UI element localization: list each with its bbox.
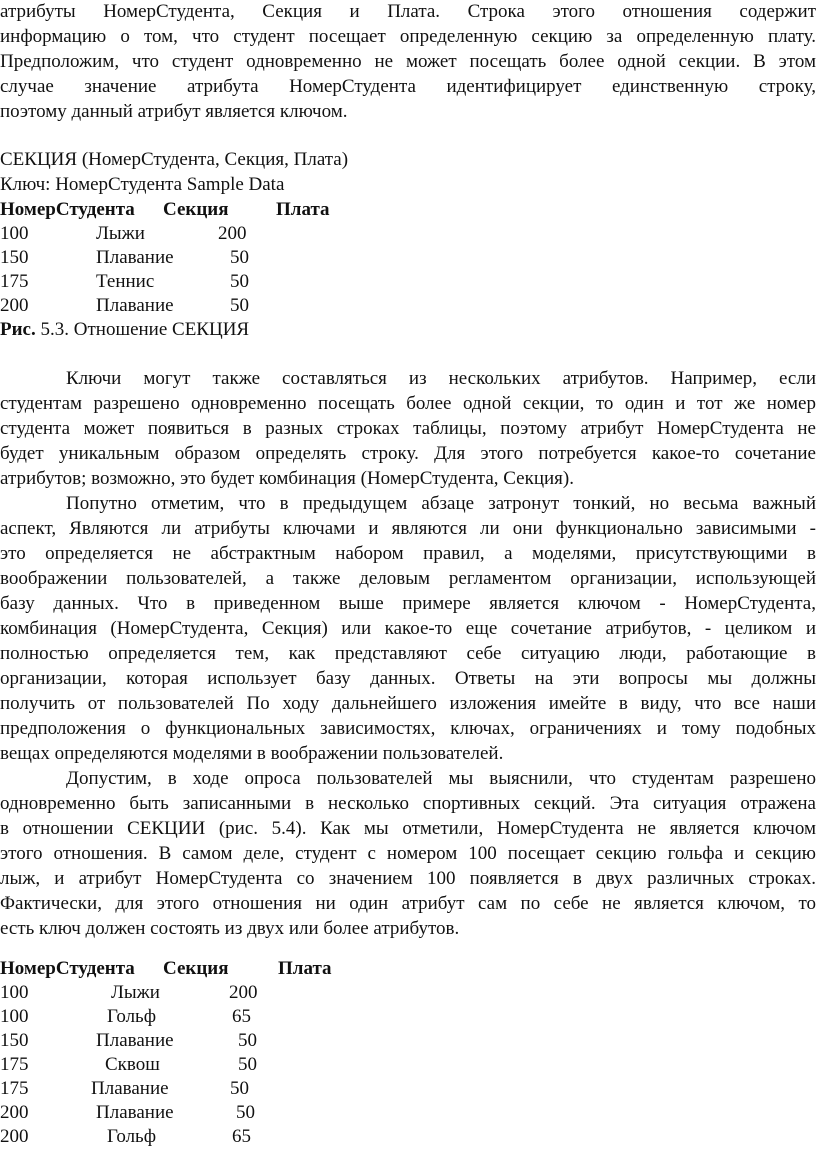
table-header: НомерСтудента (0, 958, 135, 979)
table-cell: Плавание (96, 1030, 174, 1051)
table-cell: 150 (0, 247, 29, 268)
figure-caption (0, 318, 249, 342)
table-cell: Гольф (107, 1126, 157, 1147)
table-cell: 50 (230, 271, 249, 292)
paragraph-line: студентам разрешено одновременно посещать более одной секции, то один и тот же номер (0, 393, 816, 414)
table-cell: 200 (0, 295, 29, 316)
table-cell: 65 (232, 1006, 251, 1027)
paragraph-line: организации, которая использует базу данных. Ответы на эти вопросы мы должны (0, 668, 816, 689)
table-cell: 50 (230, 295, 249, 316)
table-cell: Теннис (96, 271, 155, 292)
caption-prefix: Рис. (0, 319, 36, 340)
table-cell: Гольф (107, 1006, 157, 1027)
table-cell: 100 (0, 1006, 29, 1027)
table-cell: 50 (230, 1078, 249, 1099)
paragraph-line: воображении пользователей, а также деловым регламентом организации, использующей (0, 568, 816, 589)
table-header: НомерСтудента (0, 199, 135, 220)
table-cell: 100 (0, 223, 29, 244)
paragraph-line: этого отношения. В самом деле, студент с номером 100 посещает секцию гольфа и секцию (0, 843, 816, 864)
table-cell: 150 (0, 1030, 29, 1051)
table-cell: 50 (230, 247, 249, 268)
table-cell: 175 (0, 271, 29, 292)
table-cell: 200 (229, 982, 258, 1003)
table-cell: Плавание (96, 247, 174, 268)
table-cell: 200 (0, 1102, 29, 1123)
table-cell: 200 (0, 1126, 29, 1147)
paragraph-line: студента может появиться в разных строках таблицы, поэтому атрибут НомерСтудента не (0, 418, 816, 439)
paragraph-line: в отношении СЕКЦИИ (рис. 5.4). Как мы отметили, НомерСтудента не является ключом (0, 818, 816, 839)
table-header: Секция (163, 199, 229, 220)
table-cell: 50 (236, 1102, 255, 1123)
paragraph-line: вещах определяются моделями в воображении пользователей. (0, 743, 504, 764)
paragraph-line: аспект, Являются ли атрибуты ключами и являются ли они функционально зависимыми - (0, 518, 816, 539)
paragraph-line: одновременно быть записанными в несколько спортивных секций. Эта ситуация отражена (0, 793, 816, 814)
paragraph-line: будет уникальным образом определять строку. Для этого потребуется какое-то сочетание (0, 443, 816, 464)
relation-schema: СЕКЦИЯ (НомерСтудента, Секция, Плата) (0, 149, 349, 170)
intro-line: поэтому данный атрибут является ключом. (0, 101, 348, 122)
table-cell: 200 (218, 223, 247, 244)
relation-key: Ключ: НомерСтудента Sample Data (0, 174, 285, 195)
table-cell: Плавание (96, 295, 174, 316)
paragraph-line: Фактически, для этого отношения ни один атрибут сам по себе не является ключом, то (0, 893, 816, 914)
paragraph-line: предположения о функциональных зависимостях, ключах, ограничениях и тому подобных (0, 718, 816, 739)
table-cell: 65 (232, 1126, 251, 1147)
table-header: Секция (163, 958, 229, 979)
table-cell: 50 (238, 1054, 257, 1075)
paragraph-line: полностью определяется тем, как представляют себе ситуацию люди, работающие в (0, 643, 816, 664)
table-cell: Сквош (105, 1054, 160, 1075)
paragraph-line: есть ключ должен состоять из двух или более атрибутов. (0, 918, 460, 939)
table-header: Плата (276, 199, 330, 220)
table-cell: Плавание (91, 1078, 169, 1099)
table-cell: 175 (0, 1078, 29, 1099)
table-cell: Плавание (96, 1102, 174, 1123)
table-cell: Лыжи (111, 982, 160, 1003)
paragraph-line: получить от пользователей По ходу дальнейшего изложения имейте в виду, что все наши (0, 693, 816, 714)
intro-line: информацию о том, что студент посещает определенную секцию за определенную плату. (0, 26, 816, 47)
intro-line: Предположим, что студент одновременно не может посещать более одной секции. В этом (0, 51, 816, 72)
table-cell: Лыжи (96, 223, 145, 244)
paragraph-line: Допустим, в ходе опроса пользователей мы выяснили, что студентам разрешено (66, 768, 816, 789)
paragraph-line: Ключи могут также составляться из нескольких атрибутов. Например, если (66, 368, 816, 389)
paragraph-line: это определяется не абстрактным набором правил, а моделями, присутствующими в (0, 543, 816, 564)
paragraph-line: атрибутов; возможно, это будет комбинация (НомерСтудента, Секция). (0, 468, 574, 489)
intro-line: случае значение атрибута НомерСтудента идентифицирует единственную строку, (0, 76, 816, 97)
paragraph-line: базу данных. Что в приведенном выше примере является ключом - НомерСтудента, (0, 593, 816, 614)
table-cell: 175 (0, 1054, 29, 1075)
table-header: Плата (278, 958, 332, 979)
table-cell: 50 (238, 1030, 257, 1051)
caption-text: 5.3. Отношение СЕКЦИЯ (35, 319, 250, 340)
paragraph-line: лыж, и атрибут НомерСтудента со значением 100 появляется в двух различных строках. (0, 868, 816, 889)
paragraph-line: комбинация (НомерСтудента, Секция) или какое-то еще сочетание атрибутов, - целиком и (0, 618, 816, 639)
paragraph-line: Попутно отметим, что в предыдущем абзаце затронут тонкий, но весьма важный (66, 493, 816, 514)
table-cell: 100 (0, 982, 29, 1003)
intro-line: атрибуты НомерСтудента, Секция и Плата. Строка этого отношения содержит (0, 1, 816, 22)
